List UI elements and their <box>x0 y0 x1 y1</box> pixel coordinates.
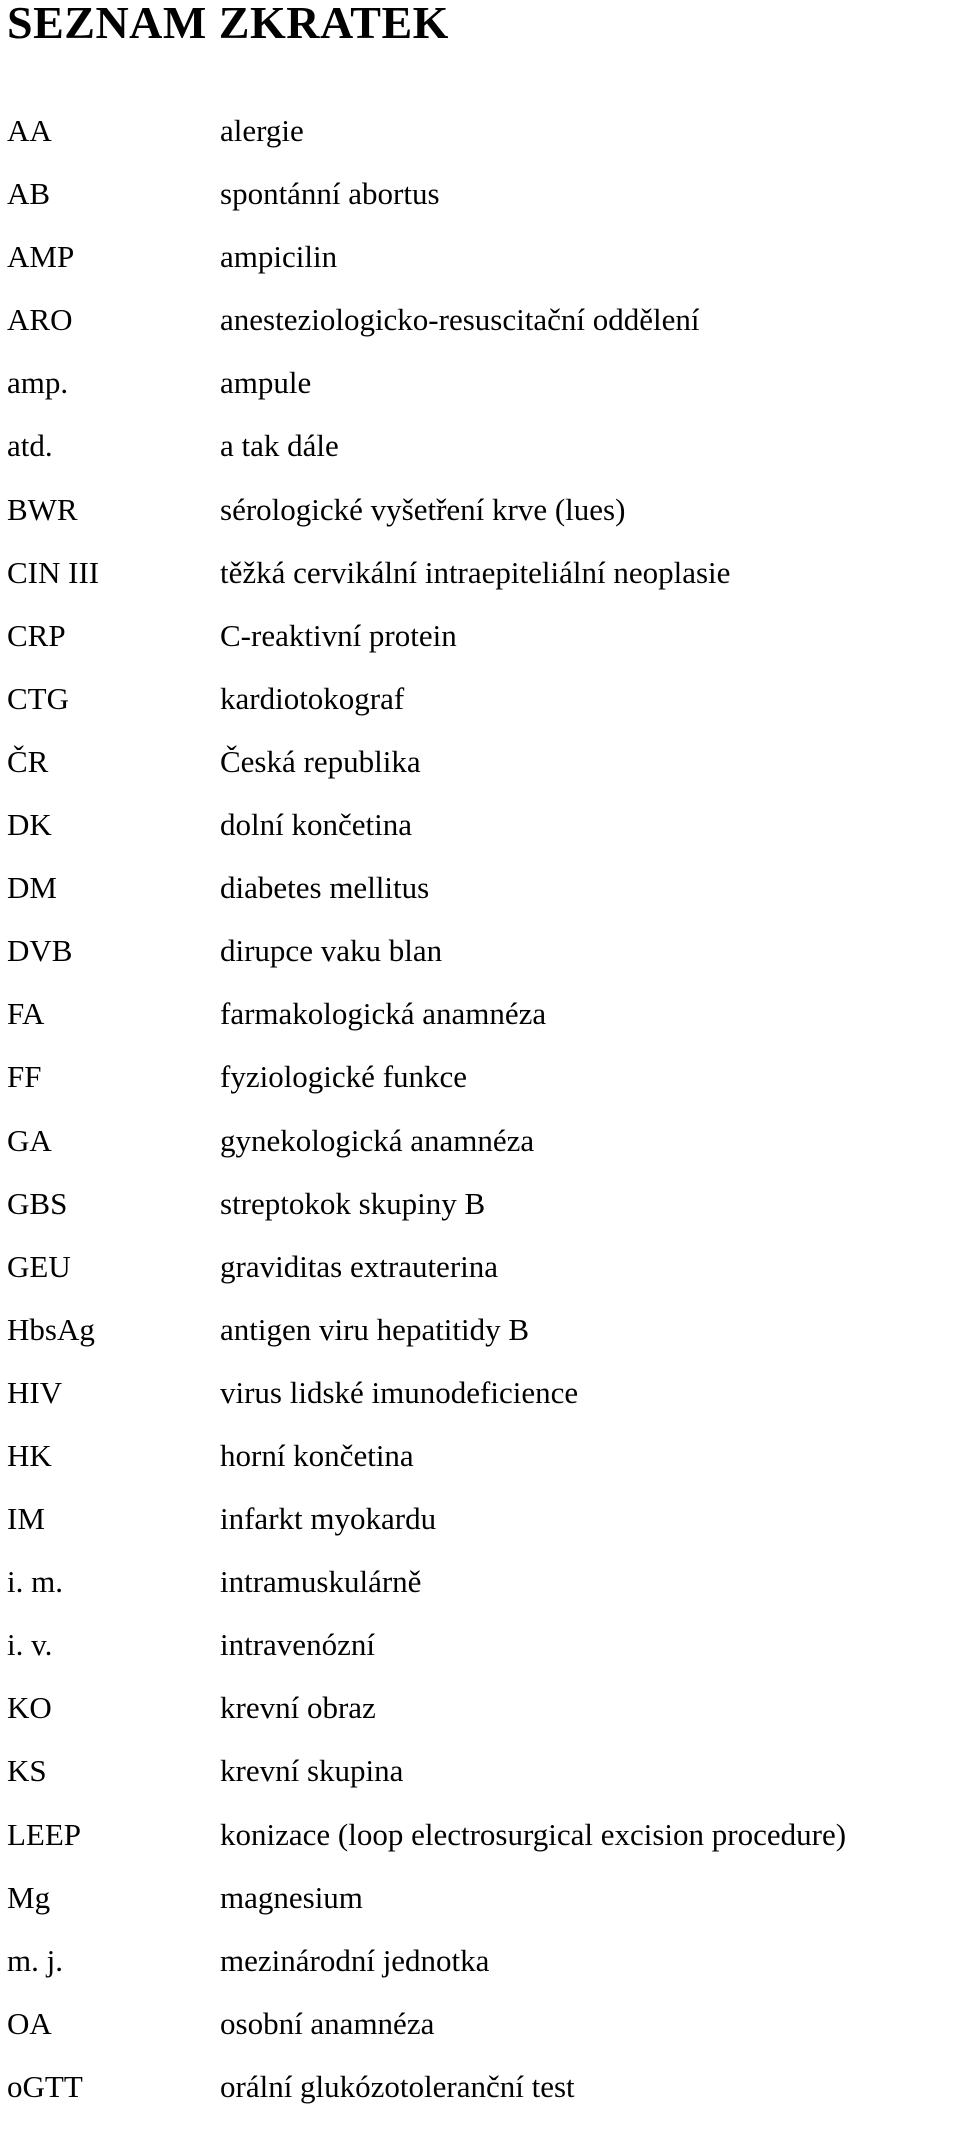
abbreviation-row <box>0 932 960 995</box>
abbreviation-term: DK <box>7 807 52 843</box>
abbreviation-meaning: magnesium <box>220 1879 363 1915</box>
abbreviation-row <box>0 2068 960 2131</box>
abbreviation-term: ČR <box>7 743 49 779</box>
abbreviation-row <box>0 491 960 554</box>
abbreviation-term: FA <box>7 996 45 1032</box>
abbreviation-term: BWR <box>7 491 78 527</box>
abbreviation-row <box>0 301 960 364</box>
abbreviation-meaning: ampule <box>220 365 312 401</box>
abbreviation-meaning: dolní končetina <box>220 807 412 843</box>
abbreviation-term: HK <box>7 1437 52 1473</box>
abbreviation-meaning: gynekologická anamnéza <box>220 1122 535 1158</box>
abbreviation-meaning: orální glukózotoleranční test <box>220 2068 575 2104</box>
abbreviation-meaning: dirupce vaku blan <box>220 933 443 969</box>
abbreviation-term: ARO <box>7 302 73 338</box>
abbreviation-term: Mg <box>7 1879 51 1915</box>
abbreviation-term: AB <box>7 176 51 212</box>
abbreviation-meaning: intravenózní <box>220 1627 375 1663</box>
abbreviation-meaning: sérologické vyšetření krve (lues) <box>220 491 626 527</box>
abbreviation-row <box>0 617 960 680</box>
abbreviation-term: AMP <box>7 239 75 275</box>
abbreviation-term: amp. <box>7 365 69 401</box>
abbreviation-term: LEEP <box>7 1816 82 1852</box>
abbreviation-term: GEU <box>7 1248 71 1284</box>
abbreviation-row <box>0 1752 960 1815</box>
abbreviation-row <box>0 1879 960 1942</box>
abbreviation-row <box>0 1058 960 1121</box>
abbreviation-row <box>0 1626 960 1689</box>
abbreviation-row <box>0 238 960 301</box>
abbreviation-meaning: alergie <box>220 113 304 148</box>
abbreviation-row <box>0 1942 960 2005</box>
abbreviation-meaning: těžká cervikální intraepiteliální neoplasie <box>220 554 731 590</box>
abbreviation-row <box>0 1374 960 1437</box>
abbreviation-term: KS <box>7 1753 47 1789</box>
abbreviation-row <box>0 112 960 175</box>
abbreviation-term: DM <box>7 870 57 906</box>
abbreviation-meaning: spontánní abortus <box>220 176 440 212</box>
abbreviation-term: DVB <box>7 933 73 969</box>
abbreviation-row <box>0 1816 960 1879</box>
abbreviation-term: OA <box>7 2005 52 2041</box>
abbreviation-row <box>0 743 960 806</box>
abbreviation-term: i. m. <box>7 1564 63 1600</box>
abbreviation-meaning: farmakologická anamnéza <box>220 996 547 1032</box>
abbreviation-row <box>0 995 960 1058</box>
abbreviation-row <box>0 427 960 490</box>
abbreviation-meaning: fyziologické funkce <box>220 1059 468 1095</box>
abbreviation-term: GA <box>7 1122 52 1158</box>
abbreviation-row <box>0 1248 960 1311</box>
abbreviation-row <box>0 1437 960 1500</box>
abbreviation-meaning: C-reaktivní protein <box>220 617 457 653</box>
abbreviation-meaning: streptokok skupiny B <box>220 1185 486 1221</box>
abbreviation-meaning: virus lidské imunodeficience <box>220 1374 579 1410</box>
abbreviation-row <box>0 2005 960 2068</box>
abbreviation-meaning: mezinárodní jednotka <box>220 1942 490 1978</box>
abbreviation-row <box>0 1185 960 1248</box>
abbreviation-meaning: krevní skupina <box>220 1753 404 1789</box>
abbreviation-meaning: horní končetina <box>220 1437 414 1473</box>
abbreviation-term: m. j. <box>7 1942 63 1978</box>
abbreviation-term: KO <box>7 1690 52 1726</box>
abbreviation-term: IM <box>7 1501 45 1537</box>
abbreviation-meaning: Česká republika <box>220 743 421 779</box>
abbreviation-term: CIN III <box>7 554 100 590</box>
abbreviation-row <box>0 806 960 869</box>
abbreviation-meaning: konizace (loop electrosurgical excision procedure) <box>220 1816 847 1852</box>
abbreviation-row <box>0 175 960 238</box>
abbreviation-term: atd. <box>7 428 53 464</box>
abbreviation-row <box>0 680 960 743</box>
abbreviation-meaning: kardiotokograf <box>220 680 405 716</box>
abbreviation-term: CTG <box>7 680 69 716</box>
abbreviation-meaning: a tak dále <box>220 428 339 464</box>
abbreviation-row <box>0 1500 960 1563</box>
abbreviation-row <box>0 1563 960 1626</box>
abbreviation-row <box>0 869 960 932</box>
abbreviation-row <box>0 1122 960 1185</box>
abbreviation-meaning: krevní obraz <box>220 1690 376 1726</box>
abbreviation-meaning: infarkt myokardu <box>220 1501 437 1537</box>
abbreviation-meaning: ampicilin <box>220 239 338 275</box>
abbreviation-term: FF <box>7 1059 42 1095</box>
abbreviation-list <box>0 112 960 2131</box>
abbreviation-term: HbsAg <box>7 1311 95 1347</box>
abbreviation-row <box>0 554 960 617</box>
abbreviation-meaning: antigen viru hepatitidy B <box>220 1311 530 1347</box>
abbreviation-meaning: anesteziologicko-resuscitační oddělení <box>220 302 700 338</box>
abbreviation-meaning: osobní anamnéza <box>220 2005 435 2041</box>
page-title: SEZNAM ZKRATEK <box>7 0 449 48</box>
abbreviation-term: CRP <box>7 617 66 653</box>
abbreviation-meaning: intramuskulárně <box>220 1564 422 1600</box>
abbreviation-term: i. v. <box>7 1627 53 1663</box>
abbreviation-row <box>0 364 960 427</box>
abbreviation-term: GBS <box>7 1185 68 1221</box>
abbreviation-row <box>0 1689 960 1752</box>
abbreviation-term: oGTT <box>7 2068 83 2104</box>
abbreviation-meaning: graviditas extrauterina <box>220 1248 499 1284</box>
abbreviation-term: HIV <box>7 1374 63 1410</box>
abbreviation-term: AA <box>7 113 52 148</box>
abbreviation-meaning: diabetes mellitus <box>220 870 430 906</box>
abbreviation-row <box>0 1311 960 1374</box>
